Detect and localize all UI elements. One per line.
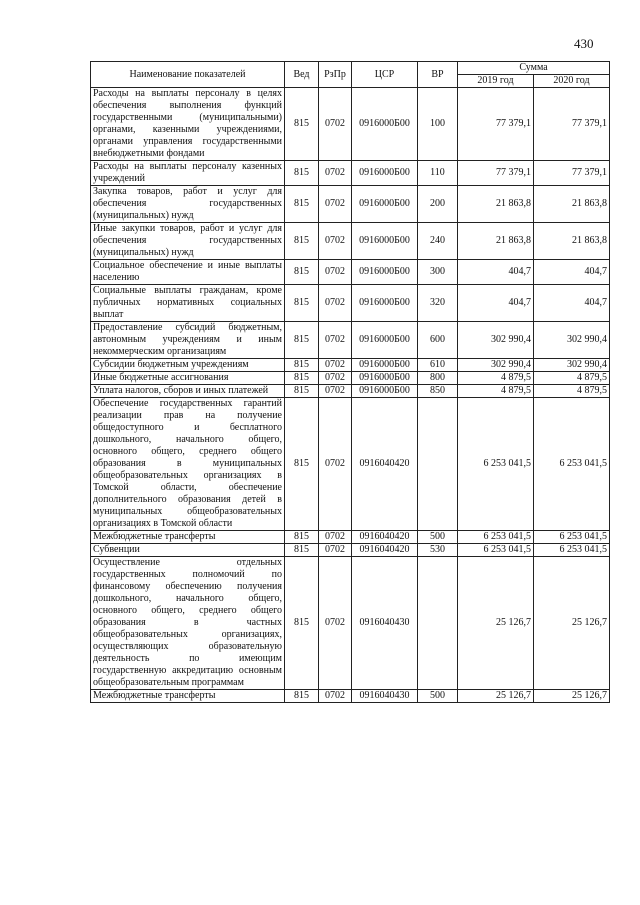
row-csr: 0916000Б00 [352, 186, 418, 223]
table-row [91, 322, 610, 359]
row-csr: 0916000Б00 [352, 260, 418, 285]
row-amount-2019: 25 126,7 [458, 557, 534, 690]
row-rzpr: 0702 [319, 372, 352, 385]
row-amount-2019: 21 863,8 [458, 186, 534, 223]
row-amount-2020: 77 379,1 [534, 88, 610, 161]
row-csr: 0916000Б00 [352, 285, 418, 322]
row-amount-2019: 404,7 [458, 260, 534, 285]
row-name: Социальные выплаты гражданам, кроме публичных нормативных социальных выплат [91, 285, 285, 322]
row-vr: 300 [418, 260, 458, 285]
row-ved: 815 [285, 372, 319, 385]
row-amount-2019: 4 879,5 [458, 372, 534, 385]
row-name: Иные закупки товаров, работ и услуг для обеспечения государственных (муниципальных) нужд [91, 223, 285, 260]
page-number: 430 [574, 36, 594, 51]
row-amount-2019: 302 990,4 [458, 322, 534, 359]
row-amount-2019: 77 379,1 [458, 88, 534, 161]
row-amount-2019: 4 879,5 [458, 385, 534, 398]
row-amount-2019: 302 990,4 [458, 359, 534, 372]
row-amount-2019: 404,7 [458, 285, 534, 322]
row-rzpr: 0702 [319, 260, 352, 285]
row-csr: 0916040420 [352, 544, 418, 557]
row-csr: 0916000Б00 [352, 372, 418, 385]
row-vr: 110 [418, 161, 458, 186]
table-row [91, 88, 610, 161]
table-row [91, 690, 610, 703]
row-rzpr: 0702 [319, 161, 352, 186]
table-row [91, 531, 610, 544]
row-csr: 0916000Б00 [352, 88, 418, 161]
header-name: Наименование показателей [91, 62, 285, 88]
row-name: Социальное обеспечение и иные выплаты населению [91, 260, 285, 285]
row-vr [418, 398, 458, 531]
row-amount-2020: 404,7 [534, 260, 610, 285]
row-csr: 0916040420 [352, 531, 418, 544]
row-csr: 0916000Б00 [352, 223, 418, 260]
row-amount-2020: 6 253 041,5 [534, 398, 610, 531]
row-amount-2020: 6 253 041,5 [534, 531, 610, 544]
row-vr: 530 [418, 544, 458, 557]
row-vr: 320 [418, 285, 458, 322]
row-name: Межбюджетные трансферты [91, 531, 285, 544]
row-amount-2020: 4 879,5 [534, 372, 610, 385]
row-name: Осуществление отдельных государственных полномочий по финансовому обеспечению получения дошкольного, начального общего, основного общего, среднего общего образования в частных общеобразовательных организациях, осуществляющих образовательную деятельность по имеющим государственную аккредитацию основным общеобразовательным программам [91, 557, 285, 690]
row-vr: 800 [418, 372, 458, 385]
row-vr: 500 [418, 690, 458, 703]
table-row [91, 557, 610, 690]
table-row [91, 161, 610, 186]
header-ved: Вед [285, 62, 319, 88]
row-ved: 815 [285, 186, 319, 223]
table-row [91, 359, 610, 372]
row-csr: 0916040430 [352, 690, 418, 703]
row-amount-2020: 77 379,1 [534, 161, 610, 186]
row-ved: 815 [285, 398, 319, 531]
table-row [91, 544, 610, 557]
row-amount-2020: 25 126,7 [534, 557, 610, 690]
row-ved: 815 [285, 88, 319, 161]
row-vr: 200 [418, 186, 458, 223]
row-vr: 600 [418, 322, 458, 359]
row-rzpr: 0702 [319, 544, 352, 557]
row-ved: 815 [285, 359, 319, 372]
budget-table [90, 61, 610, 703]
header-vr: ВР [418, 62, 458, 88]
row-rzpr: 0702 [319, 322, 352, 359]
row-ved: 815 [285, 544, 319, 557]
header-rzpr: РзПр [319, 62, 352, 88]
row-name: Расходы на выплаты персоналу казенных учреждений [91, 161, 285, 186]
table-row [91, 372, 610, 385]
table-row [91, 285, 610, 322]
row-amount-2019: 6 253 041,5 [458, 531, 534, 544]
row-csr: 0916000Б00 [352, 161, 418, 186]
row-rzpr: 0702 [319, 186, 352, 223]
header-csr: ЦСР [352, 62, 418, 88]
row-name: Субсидии бюджетным учреждениям [91, 359, 285, 372]
row-amount-2019: 21 863,8 [458, 223, 534, 260]
row-name: Уплата налогов, сборов и иных платежей [91, 385, 285, 398]
table-row [91, 223, 610, 260]
row-rzpr: 0702 [319, 223, 352, 260]
row-name: Субвенции [91, 544, 285, 557]
row-vr [418, 557, 458, 690]
row-rzpr: 0702 [319, 690, 352, 703]
table-body [91, 88, 610, 703]
row-amount-2020: 25 126,7 [534, 690, 610, 703]
row-name: Предоставление субсидий бюджетным, автономным учреждениям и иным некоммерческим организациям [91, 322, 285, 359]
row-rzpr: 0702 [319, 531, 352, 544]
row-ved: 815 [285, 161, 319, 186]
row-amount-2020: 302 990,4 [534, 359, 610, 372]
table-row [91, 260, 610, 285]
table-row [91, 385, 610, 398]
row-csr: 0916000Б00 [352, 322, 418, 359]
table-row [91, 186, 610, 223]
row-rzpr: 0702 [319, 557, 352, 690]
row-amount-2020: 302 990,4 [534, 322, 610, 359]
row-rzpr: 0702 [319, 88, 352, 161]
row-amount-2020: 6 253 041,5 [534, 544, 610, 557]
row-rzpr: 0702 [319, 285, 352, 322]
row-csr: 0916000Б00 [352, 385, 418, 398]
row-vr: 100 [418, 88, 458, 161]
header-sum: Сумма [458, 62, 610, 75]
row-amount-2019: 77 379,1 [458, 161, 534, 186]
row-amount-2020: 21 863,8 [534, 223, 610, 260]
row-ved: 815 [285, 385, 319, 398]
row-csr: 0916040420 [352, 398, 418, 531]
row-ved: 815 [285, 223, 319, 260]
row-name: Межбюджетные трансферты [91, 690, 285, 703]
row-amount-2020: 404,7 [534, 285, 610, 322]
row-name: Расходы на выплаты персоналу в целях обеспечения выполнения функций государственными (муниципальными) органами, казенными учреждениями, органами управления государственными внебюджетными фондами [91, 88, 285, 161]
row-ved: 815 [285, 285, 319, 322]
row-rzpr: 0702 [319, 398, 352, 531]
row-ved: 815 [285, 531, 319, 544]
row-ved: 815 [285, 260, 319, 285]
row-csr: 0916000Б00 [352, 359, 418, 372]
row-amount-2020: 4 879,5 [534, 385, 610, 398]
row-amount-2019: 6 253 041,5 [458, 398, 534, 531]
row-ved: 815 [285, 690, 319, 703]
row-ved: 815 [285, 557, 319, 690]
row-name: Закупка товаров, работ и услуг для обеспечения государственных (муниципальных) нужд [91, 186, 285, 223]
table-row [91, 398, 610, 531]
header-year-2020: 2020 год [534, 75, 610, 88]
row-vr: 240 [418, 223, 458, 260]
row-ved: 815 [285, 322, 319, 359]
header-year-2019: 2019 год [458, 75, 534, 88]
row-csr: 0916040430 [352, 557, 418, 690]
table-header [91, 62, 610, 88]
row-rzpr: 0702 [319, 385, 352, 398]
row-vr: 610 [418, 359, 458, 372]
row-vr: 850 [418, 385, 458, 398]
row-name: Обеспечение государственных гарантий реализации прав на получение общедоступного и бесплатного дошкольного, начального общего, основного общего, среднего общего образования в муниципальных общеобразовательных организациях в Томской области, обеспечение дополнительного образования детей в муниципальных общеобразовательных организациях в Томской области [91, 398, 285, 531]
row-amount-2019: 25 126,7 [458, 690, 534, 703]
row-amount-2019: 6 253 041,5 [458, 544, 534, 557]
row-rzpr: 0702 [319, 359, 352, 372]
row-name: Иные бюджетные ассигнования [91, 372, 285, 385]
row-amount-2020: 21 863,8 [534, 186, 610, 223]
row-vr: 500 [418, 531, 458, 544]
